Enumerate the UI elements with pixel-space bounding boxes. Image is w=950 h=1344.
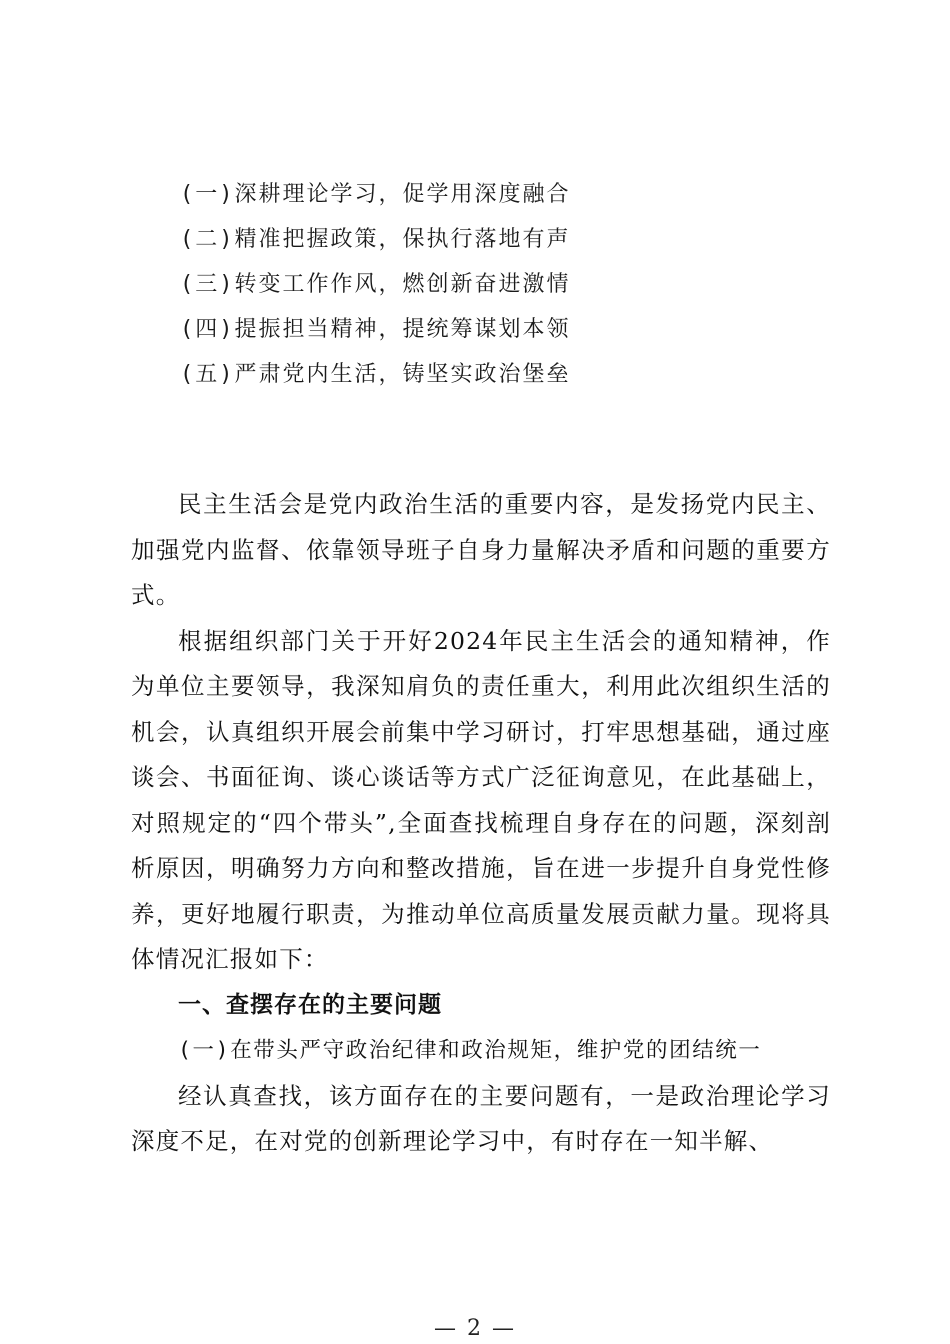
- outline-item: (二)精准把握政策，保执行落地有声: [180, 227, 571, 252]
- outline-list: [180, 172, 820, 397]
- subsection-heading: (一)在带头严守政治纪律和政治规矩，维护党的团结统一: [178, 1038, 762, 1063]
- problem-paragraph: 经认真查找，该方面存在的主要问题有，一是政治理论学习深度不足，在对党的创新理论学习中，有时存在一知半解、: [131, 1081, 831, 1155]
- outline-item: (一)深耕理论学习，促学用深度融合: [180, 182, 571, 207]
- outline-item: (四)提振担当精神，提统筹谋划本领: [180, 317, 571, 342]
- outline-item: (三)转变工作作风，燃创新奋进激情: [180, 272, 571, 297]
- background-paragraph: 根据组织部门关于开好2024年民主生活会的通知精神，作为单位主要领导，我深知肩负的责任重大，利用此次组织生活的机会，认真组织开展会前集中学习研讨，打牢思想基础，通过座谈会、书面征询、谈心谈话等方式广泛征询意见，在此基础上，对照规定的“四个带头”,全面查找梳理自身存在的问题，深刻剖析原因，明确努力方向和整改措施，旨在进一步提升自身党性修养，更好地履行职责，为推动单位高质量发展贡献力量。现将具体情况汇报如下：: [131, 626, 831, 973]
- page-number: — 2 —: [434, 1316, 516, 1341]
- outline-item: (五)严肃党内生活，铸坚实政治堡垒: [180, 362, 571, 387]
- document-body: [131, 482, 831, 1165]
- intro-paragraph: 民主生活会是党内政治生活的重要内容，是发扬党内民主、加强党内监督、依靠领导班子自身力量解决矛盾和问题的重要方式。: [131, 490, 831, 609]
- section-heading: 一、查摆存在的主要问题: [178, 991, 442, 1018]
